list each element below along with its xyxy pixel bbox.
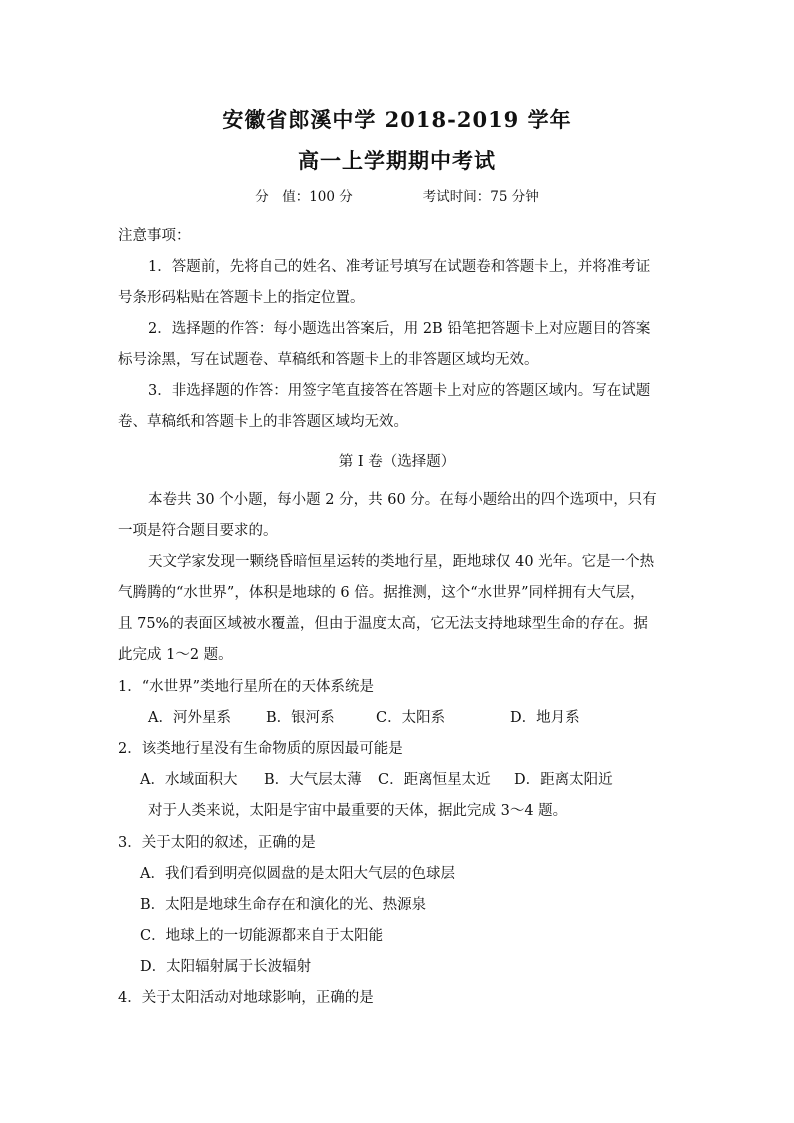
question-3-option-c: C．地球上的一切能源都来自于太阳能 xyxy=(140,928,384,944)
question-2-option-d: D．距离太阳近 xyxy=(514,772,613,788)
note-1-line-2: 号条形码粘贴在答题卡上的指定位置。 xyxy=(118,290,365,306)
note-3-line-1: 3．非选择题的作答：用签字笔直接答在答题卡上对应的答题区域内。写在试题 xyxy=(148,383,651,399)
note-2-line-1: 2．选择题的作答：每小题选出答案后，用 2B 铅笔把答题卡上对应题目的答案 xyxy=(148,321,651,337)
passage-1-line-3: 且 75%的表面区域被水覆盖，但由于温度太高，它无法支持地球型生命的存在。据 xyxy=(118,616,648,632)
question-1-option-d: D．地月系 xyxy=(510,710,580,726)
passage-1-line-4: 此完成 1～2 题。 xyxy=(118,647,233,663)
question-4-stem: 4．关于太阳活动对地球影响，正确的是 xyxy=(118,990,374,1006)
exam-title: 安徽省郎溪中学 2018-2019 学年 xyxy=(222,107,572,132)
question-2-options xyxy=(140,770,700,790)
question-3-option-d: D．太阳辐射属于长波辐射 xyxy=(140,959,312,975)
question-2-option-a: A．水域面积大 xyxy=(140,772,238,788)
question-2-option-c: C．距离恒星太近 xyxy=(378,772,491,788)
question-1-stem: 1．“水世界”类地行星所在的天体系统是 xyxy=(118,679,375,695)
question-1-options xyxy=(148,708,708,728)
question-3-stem: 3．关于太阳的叙述，正确的是 xyxy=(118,835,316,851)
question-1-option-c: C．太阳系 xyxy=(376,710,446,726)
score-value: 分 值：100 分 xyxy=(255,189,353,205)
question-1-option-a: A．河外星系 xyxy=(148,710,231,726)
passage-1-line-2: 气腾腾的“水世界”，体积是地球的 6 倍。据推测，这个“水世界”同样拥有大气层， xyxy=(118,585,645,601)
question-2-option-b: B．大气层太薄 xyxy=(264,772,362,788)
note-2-line-2: 标号涂黑，写在试题卷、草稿纸和答题卡上的非答题区域均无效。 xyxy=(118,352,539,368)
question-2-stem: 2．该类地行星没有生命物质的原因最可能是 xyxy=(118,741,403,757)
exam-duration: 考试时间：75 分钟 xyxy=(422,189,539,205)
section-title: 第 I 卷（选择题） xyxy=(338,454,456,470)
question-1-option-b: B．银河系 xyxy=(266,710,335,726)
section-intro-line-2: 一项是符合题目要求的。 xyxy=(118,523,278,539)
note-3-line-2: 卷、草稿纸和答题卡上的非答题区域均无效。 xyxy=(118,414,408,430)
notes-heading: 注意事项： xyxy=(118,228,191,244)
passage-2-line-1: 对于人类来说，太阳是宇宙中最重要的天体，据此完成 3～4 题。 xyxy=(148,803,568,819)
question-3-option-a: A．我们看到明亮似圆盘的是太阳大气层的色球层 xyxy=(140,866,455,882)
note-1-line-1: 1．答题前，先将自己的姓名、准考证号填写在试题卷和答题卡上，并将准考证 xyxy=(148,259,651,275)
question-3-option-b: B．太阳是地球生命存在和演化的光、热源泉 xyxy=(140,897,427,913)
passage-1-line-1: 天文学家发现一颗绕昏暗恒星运转的类地行星，距地球仅 40 光年。它是一个热 xyxy=(148,554,655,570)
exam-subtitle: 高一上学期期中考试 xyxy=(298,148,496,173)
section-intro-line-1: 本卷共 30 个小题，每小题 2 分，共 60 分。在每小题给出的四个选项中，只有 xyxy=(148,492,657,508)
score-time-line xyxy=(0,185,794,205)
